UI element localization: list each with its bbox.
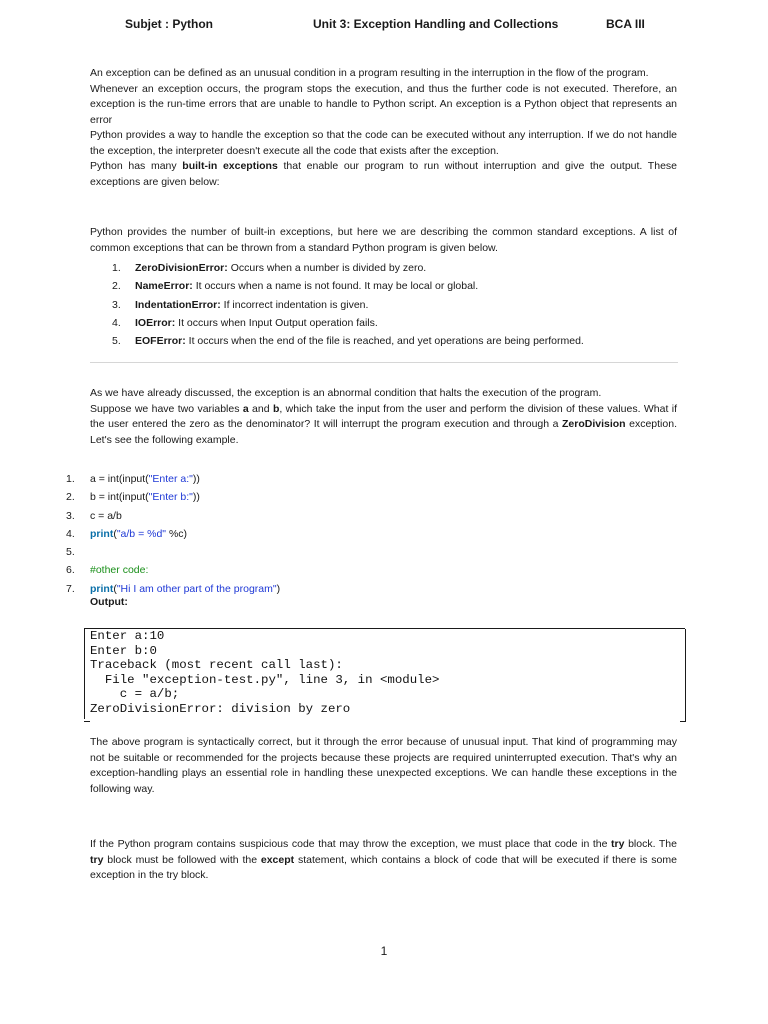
code-line: 7. print("Hi I am other part of the program") — [66, 582, 281, 595]
page-header — [0, 17, 768, 35]
exception-name: IOError: — [135, 316, 176, 329]
code-line: 1. a = int(input("Enter a:")) — [66, 473, 200, 485]
exception-name: NameError: — [135, 280, 193, 293]
list-item: 1. ZeroDivisionError: Occurs when a number is divided by zero. — [112, 262, 427, 274]
problem-line-1: As we have already discussed, the exception is an abnormal condition that halts the execution of the program. — [90, 387, 602, 399]
list-item: 5. EOFError: It occurs when the end of the file is reached, and yet operations are being performed. — [112, 335, 584, 348]
code-line: 5. — [66, 546, 75, 559]
code-example — [66, 470, 666, 598]
try-block-paragraph: If the Python program contains suspicious code that may throw the exception, we must place that code in the try block. The try block must be followed with the except statement, which contains a block of code that will be executed if there is some exception in the try block. — [90, 838, 677, 881]
list-item: 3. IndentationError: If incorrect indentation is given. — [112, 298, 369, 311]
header-subject: Subjet : Python — [125, 17, 213, 31]
exception-name: ZeroDivisionError: — [135, 262, 228, 274]
list-item: 2. NameError: It occurs when a name is not found. It may be local or global. — [112, 280, 479, 293]
after-code-paragraph: The above program is syntactically correct, but it through the error because of unusual input. That kind of programming may not be suitable or recommended for the projects because these projects are required uninterrupted execution. That's why an exception-handling plays an essential role in handling these unexpected exceptions. We can handle these exceptions in the following way. — [90, 736, 677, 795]
exception-name: EOFError: — [135, 335, 186, 348]
header-unit-title: Unit 3: Exception Handling and Collections — [313, 17, 559, 31]
intro-paragraph-3: Python provides a way to handle the exception so that the code can be executed without any interruption. If we do not handle the exception, the interpreter doesn't execute all the code that exists after the exception. — [90, 129, 677, 157]
code-line: 2. b = int(input("Enter b:")) — [66, 491, 200, 504]
console-output-text: Enter a:10 Enter b:0 Traceback (most recent call last): File "exception-test.py", line 3, in <module> c = a/b; ZeroDivisionError: division by zero — [90, 629, 440, 716]
output-label: Output: — [90, 596, 128, 608]
list-item: 4. IOError: It occurs when Input Output operation fails. — [112, 316, 378, 329]
console-output-box — [84, 628, 685, 719]
header-class: BCA III — [606, 17, 645, 31]
problem-line-2: Suppose we have two variables a and b, which take the input from the user and perform the division of these values. What if the user entered the zero as the denominator? It will interrupt the program execution and through a ZeroDivision exception. Let's see the following example. — [90, 402, 678, 446]
code-line: 3. c = a/b — [66, 509, 122, 522]
problem-section — [90, 386, 677, 448]
intro-section — [90, 66, 677, 190]
page-number: 1 — [380, 944, 388, 958]
intro-paragraph-4: Python has many built-in exceptions that enable our program to run without interruption and give the output. These exceptions are given below: — [90, 160, 677, 188]
console-corner-left — [84, 721, 90, 722]
section-divider — [90, 362, 678, 363]
code-line: 4. print("a/b = %d" %c) — [66, 527, 188, 540]
console-corner-right — [680, 721, 686, 722]
standard-exceptions-intro: Python provides the number of built-in exceptions, but here we are describing the common standard exceptions. A list of common exceptions that can be thrown from a standard Python program is given below. — [90, 226, 677, 254]
intro-paragraph-2: Whenever an exception occurs, the program stops the execution, and thus the further code is not executed. Therefore, an exception is the run-time errors that are unable to handle to Python script. An exception is a Python object that represents an error — [90, 82, 677, 126]
exception-name: IndentationError: — [135, 298, 221, 311]
intro-paragraph-1: An exception can be defined as an unusual condition in a program resulting in the interruption in the flow of the program. — [90, 67, 649, 79]
standard-exceptions-list — [112, 259, 672, 350]
built-in-exceptions-term: built-in exceptions — [182, 160, 278, 172]
code-line: 6. #other code: — [66, 564, 149, 577]
